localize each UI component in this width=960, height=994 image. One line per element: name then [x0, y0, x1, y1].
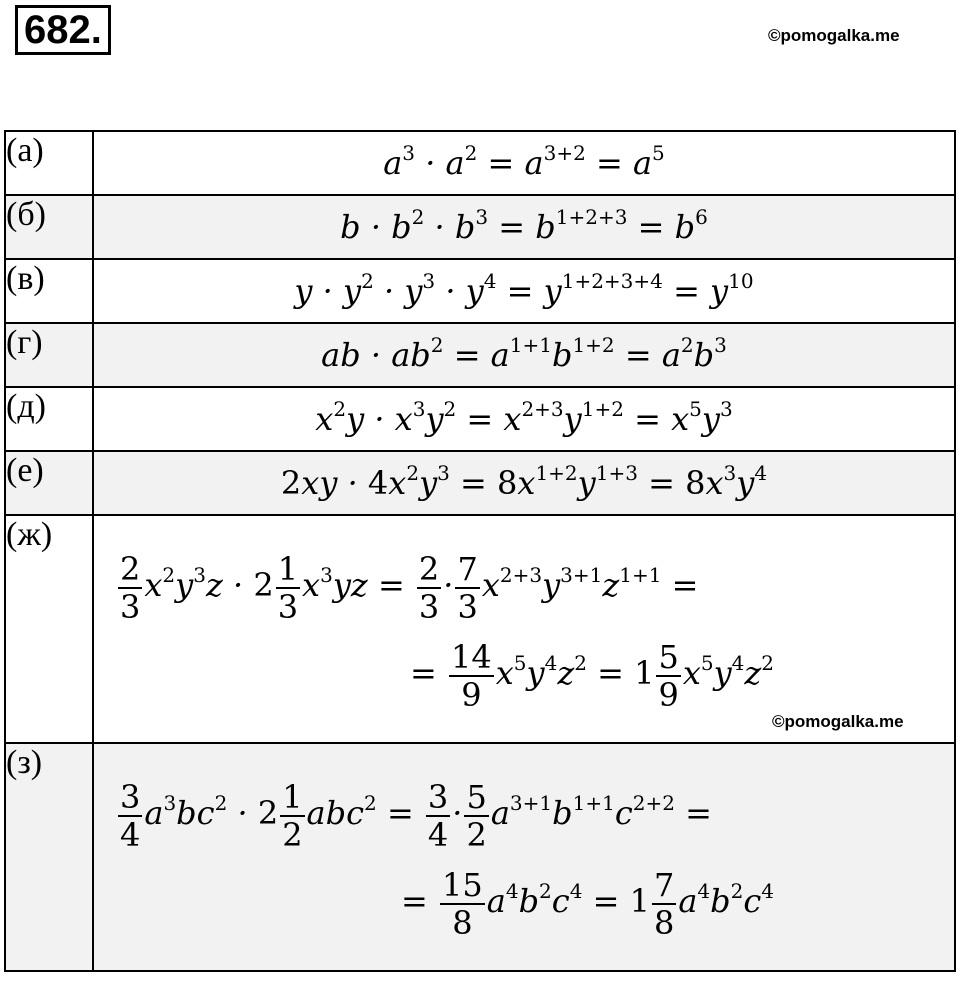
- row-zh: [5, 515, 955, 743]
- row-a: [5, 131, 955, 195]
- formula-d: $x^2y \cdot x^3y^2 = x^{2+3}y^{1+2} = x^5y^3$: [93, 387, 955, 451]
- row-label: (в): [5, 259, 93, 323]
- row-g: [5, 323, 955, 387]
- row-e: [5, 451, 955, 515]
- row-label: (д): [5, 387, 93, 451]
- row-v: [5, 259, 955, 323]
- formula-b: $b \cdot b^2 \cdot b^3 = b^{1+2+3} = b^6$: [93, 195, 955, 259]
- row-label: (г): [5, 323, 93, 387]
- watermark-top: ©pomogalka.me: [768, 26, 900, 45]
- formula-v: $y \cdot y^2 \cdot y^3 \cdot y^4 = y^{1+2+3+4} = y^{10}$: [93, 259, 955, 323]
- answers-table: [4, 130, 956, 972]
- formula-e: $2xy \cdot 4x^2y^3 = 8x^{1+2}y^{1+3} = 8x^3y^4$: [93, 451, 955, 515]
- watermark-middle: ©pomogalka.me: [772, 712, 904, 731]
- formula-a: $a^3 \cdot a^2 = a^{3+2} = a^5$: [93, 131, 955, 195]
- row-label: (а): [5, 131, 93, 195]
- row-label: (б): [5, 195, 93, 259]
- row-label: (е): [5, 451, 93, 515]
- formula-z: $\frac{3}{4}$ $a^3bc^2 \cdot 2$ $\frac{1}{2}$ abc$^2$ = $\frac{3}{4}$ · $\frac{5}{2}$ $a^{3+1}b^{1+1}c^{2+2}$ = = $\frac{15}{8}$ $a^4b^2c^4 = 1$ $\frac{7}{8}$ $a^4b^2c^4$: [93, 743, 955, 971]
- formula-zh: $\frac{2}{3}$ $x^2y^3z \cdot 2$ $\frac{1}{3}$ $x^3yz$ = $\frac{2}{3}$ · $\frac{7}{3}$ $x^{2+3}y^{3+1}z^{1+1}$ = = $\frac{14}{9}$ $x^5y^4z^2 = 1$ $\frac{5}{9}$ $x^5y^4z^2$: [93, 515, 955, 743]
- row-d: [5, 387, 955, 451]
- row-label: (ж): [5, 515, 93, 743]
- formula-g: ab · $ab^2 = a^{1+1}b^{1+2} = a^2b^3$: [93, 323, 955, 387]
- row-b: [5, 195, 955, 259]
- row-z: [5, 743, 955, 971]
- row-label: (з): [5, 743, 93, 971]
- problem-number: 682.: [15, 5, 111, 55]
